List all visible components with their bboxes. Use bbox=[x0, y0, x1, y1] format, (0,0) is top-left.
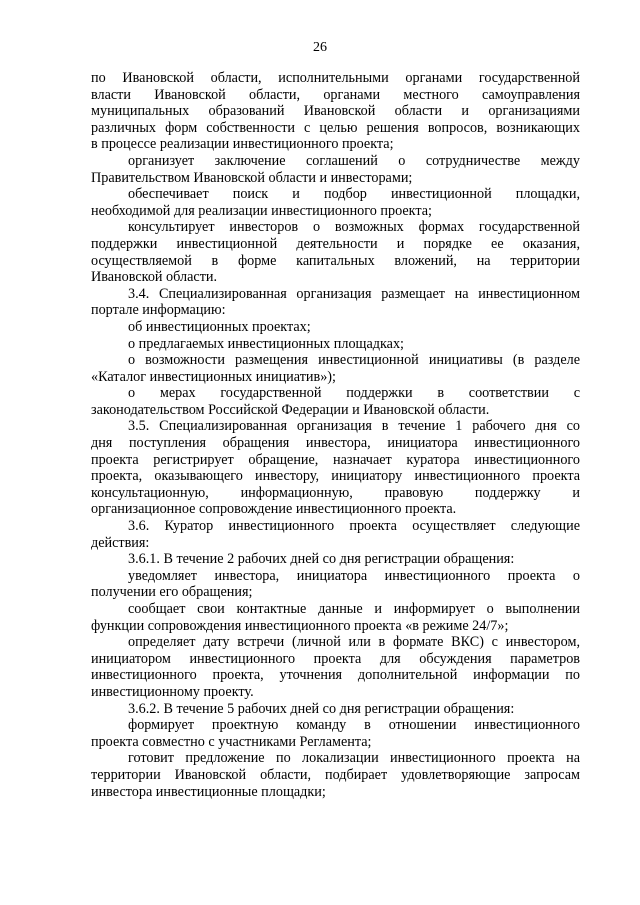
text-line: различных форм собственности с целью решения вопросов, возникающих bbox=[91, 119, 580, 136]
text-line: проекта совместно с участниками Регламента; bbox=[91, 733, 372, 750]
text-line: 3.6. Куратор инвестиционного проекта осуществляет следующие bbox=[128, 518, 580, 535]
text-line: «Каталог инвестиционных инициатив»); bbox=[91, 368, 336, 385]
text-line: сообщает свои контактные данные и информирует о выполнении bbox=[128, 601, 580, 617]
text-line: проекта регистрирует обращение, назначает куратора инвестиционного bbox=[91, 451, 580, 468]
text-line: уведомляет инвестора, инициатора инвестиционного проекта о bbox=[128, 567, 580, 584]
text-line: 3.6.2. В течение 5 рабочих дней со дня регистрации обращения: bbox=[128, 700, 515, 717]
text-line: 3.6.1. В течение 2 рабочих дней со дня регистрации обращения: bbox=[128, 551, 515, 568]
document-body bbox=[91, 70, 580, 800]
text-line: получении его обращения; bbox=[91, 584, 253, 601]
text-line: портале информацию: bbox=[91, 302, 226, 319]
page-number: 26 bbox=[313, 40, 327, 55]
text-line: организует заключение соглашений о сотрудничестве между bbox=[128, 152, 580, 169]
text-line: по Ивановской области, исполнительными органами государственной bbox=[91, 70, 580, 86]
text-line: об инвестиционных проектах; bbox=[128, 318, 311, 335]
text-line: инвестиционному проекту. bbox=[91, 683, 254, 700]
text-line: инвестиционного проекта, уточнения дополнительной информации по bbox=[91, 667, 580, 684]
text-line: проекта, оказывающего инвестору, инициатору инвестиционного проекта bbox=[91, 468, 580, 485]
text-line: дня поступления обращения инвестора, инициатора инвестиционного bbox=[91, 435, 580, 452]
text-line: о мерах государственной поддержки в соответствии с bbox=[128, 385, 580, 402]
text-line: организационное сопровождение инвестиционного проекта. bbox=[91, 501, 457, 518]
text-line: Ивановской области. bbox=[91, 269, 218, 286]
text-line: консультационную, информационную, правовую поддержку и bbox=[91, 484, 580, 501]
text-line: о предлагаемых инвестиционных площадках; bbox=[128, 335, 404, 352]
text-line: о возможности размещения инвестиционной инициативы (в разделе bbox=[128, 352, 580, 369]
text-line: 3.4. Специализированная организация размещает на инвестиционном bbox=[128, 285, 580, 302]
text-line: обеспечивает поиск и подбор инвестиционной площадки, bbox=[128, 186, 580, 203]
text-line: в процессе реализации инвестиционного проекта; bbox=[91, 136, 394, 153]
text-line: территории Ивановской области, подбирает удовлетворяющие запросам bbox=[91, 766, 580, 783]
text-line: инициатором инвестиционного проекта для обсуждения параметров bbox=[91, 650, 580, 667]
text-line: Правительством Ивановской области и инвесторами; bbox=[91, 169, 413, 186]
text-line: муниципальных образований Ивановской области и организациями bbox=[91, 103, 580, 120]
text-line: определяет дату встречи (личной или в формате ВКС) с инвестором, bbox=[128, 634, 580, 651]
text-line: осуществляемой в форме капитальных вложений, на территории bbox=[91, 252, 580, 269]
text-line: законодательством Российской Федерации и Ивановской области. bbox=[91, 401, 490, 418]
text-line: формирует проектную команду в отношении инвестиционного bbox=[128, 717, 580, 734]
text-line: поддержки инвестиционной деятельности и порядке ее оказания, bbox=[91, 235, 580, 252]
text-line: инвестора инвестиционные площадки; bbox=[91, 783, 326, 800]
text-line: 3.5. Специализированная организация в течение 1 рабочего дня со bbox=[128, 418, 580, 435]
text-line: консультирует инвесторов о возможных формах государственной bbox=[128, 219, 580, 236]
text-line: готовит предложение по локализации инвестиционного проекта на bbox=[128, 750, 580, 767]
text-line: действия: bbox=[91, 534, 150, 551]
text-line: функции сопровождения инвестиционного проекта «в режиме 24/7»; bbox=[91, 617, 509, 634]
text-line: власти Ивановской области, органами местного самоуправления bbox=[91, 86, 580, 103]
text-line: необходимой для реализации инвестиционного проекта; bbox=[91, 202, 432, 219]
